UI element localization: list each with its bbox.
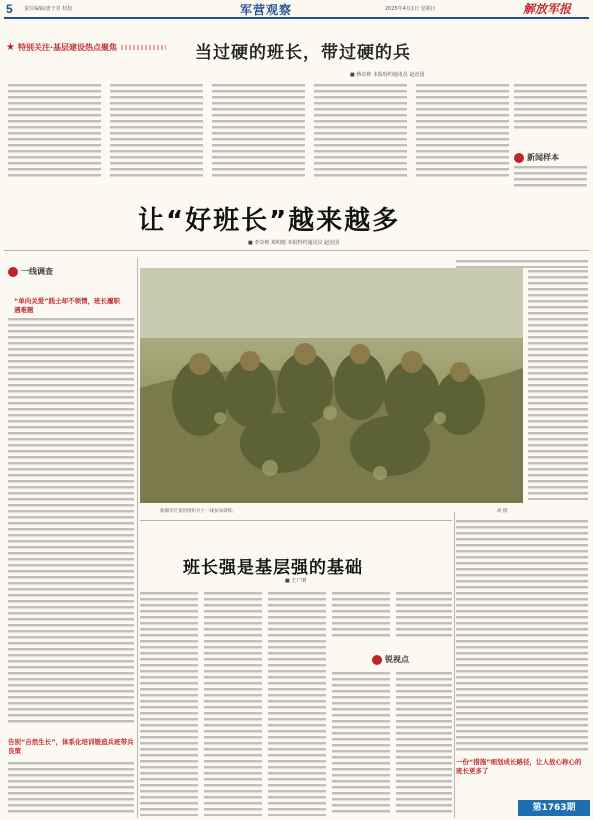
article-column <box>416 84 509 180</box>
article-column <box>528 270 588 500</box>
article-column <box>8 84 101 180</box>
main-byline: ■ 李奇帅 邓明德 本报特约通讯员 赵治国 <box>248 240 340 246</box>
top-story-byline: ■ 蒋奇帅 本报特约通讯员 赵治国 <box>350 72 425 78</box>
article-column <box>110 84 203 180</box>
banner-stripe <box>121 45 166 50</box>
star-icon: ★ <box>6 41 15 53</box>
commentary-label: 锐视点 <box>385 655 409 664</box>
article-column <box>456 260 588 268</box>
section-title: 军营观察 <box>240 3 293 17</box>
masthead-rule <box>4 17 589 19</box>
top-story-headline: 当过硬的班长，带过硬的兵 <box>195 43 411 63</box>
article-column <box>8 762 134 816</box>
article-column <box>396 592 452 640</box>
subheading-3: 一份“措施”细划成长路径，让人放心称心的班长更多了 <box>456 758 582 775</box>
article-column <box>514 166 587 190</box>
masthead <box>0 0 593 17</box>
tag-dot-icon <box>8 267 18 277</box>
issue-date: 2025年4月1日 星期日 <box>385 6 436 12</box>
article-column <box>456 520 588 752</box>
newspaper-logo: 解放军报 <box>523 2 572 16</box>
divider <box>137 258 138 818</box>
survey-label: 一线调查 <box>21 267 53 276</box>
soldiers-photo <box>140 268 523 503</box>
editor-line: 责任编辑/唐子君 校校 <box>24 6 73 12</box>
article-column <box>204 592 262 816</box>
main-headline: 让“好班长”越来越多 <box>138 206 401 236</box>
article-column <box>268 592 326 816</box>
article-column <box>212 84 305 180</box>
article-column <box>514 84 587 130</box>
photo-caption: 新疆军区某团组织兵士一线参加训练。 <box>160 509 237 514</box>
divider <box>4 250 589 251</box>
bottom-story-headline: 班长强是基层强的基础 <box>183 558 363 578</box>
article-column <box>314 84 407 180</box>
issue-number-badge: 第1763期 <box>518 800 590 816</box>
feature-banner <box>6 40 166 54</box>
article-column <box>140 592 198 816</box>
article-column <box>8 318 134 726</box>
survey-tag <box>8 266 53 277</box>
subheading-1: “单向关爱”践士却不领情，班长履职遇难题 <box>14 297 121 314</box>
tag-dot-icon <box>514 153 524 163</box>
article-column <box>332 592 390 640</box>
photo-credit: 胡 摄 <box>497 509 508 514</box>
divider <box>454 512 455 818</box>
page-number: 5 <box>6 2 13 16</box>
tag-dot-icon <box>372 655 382 665</box>
banner-label: 特别关注·基层建设热点聚焦 <box>17 42 118 52</box>
article-column <box>396 672 452 816</box>
divider <box>140 520 452 521</box>
bottom-story-byline: ■ 王广明 <box>285 578 307 584</box>
subheading-2: 告别“自然生长”，体系化培训锻造兵班带兵良策 <box>8 738 134 755</box>
news-sample-label: 新闻样本 <box>527 153 559 162</box>
article-column <box>332 672 390 816</box>
commentary-tag <box>372 654 409 665</box>
news-sample-tag <box>514 152 559 163</box>
